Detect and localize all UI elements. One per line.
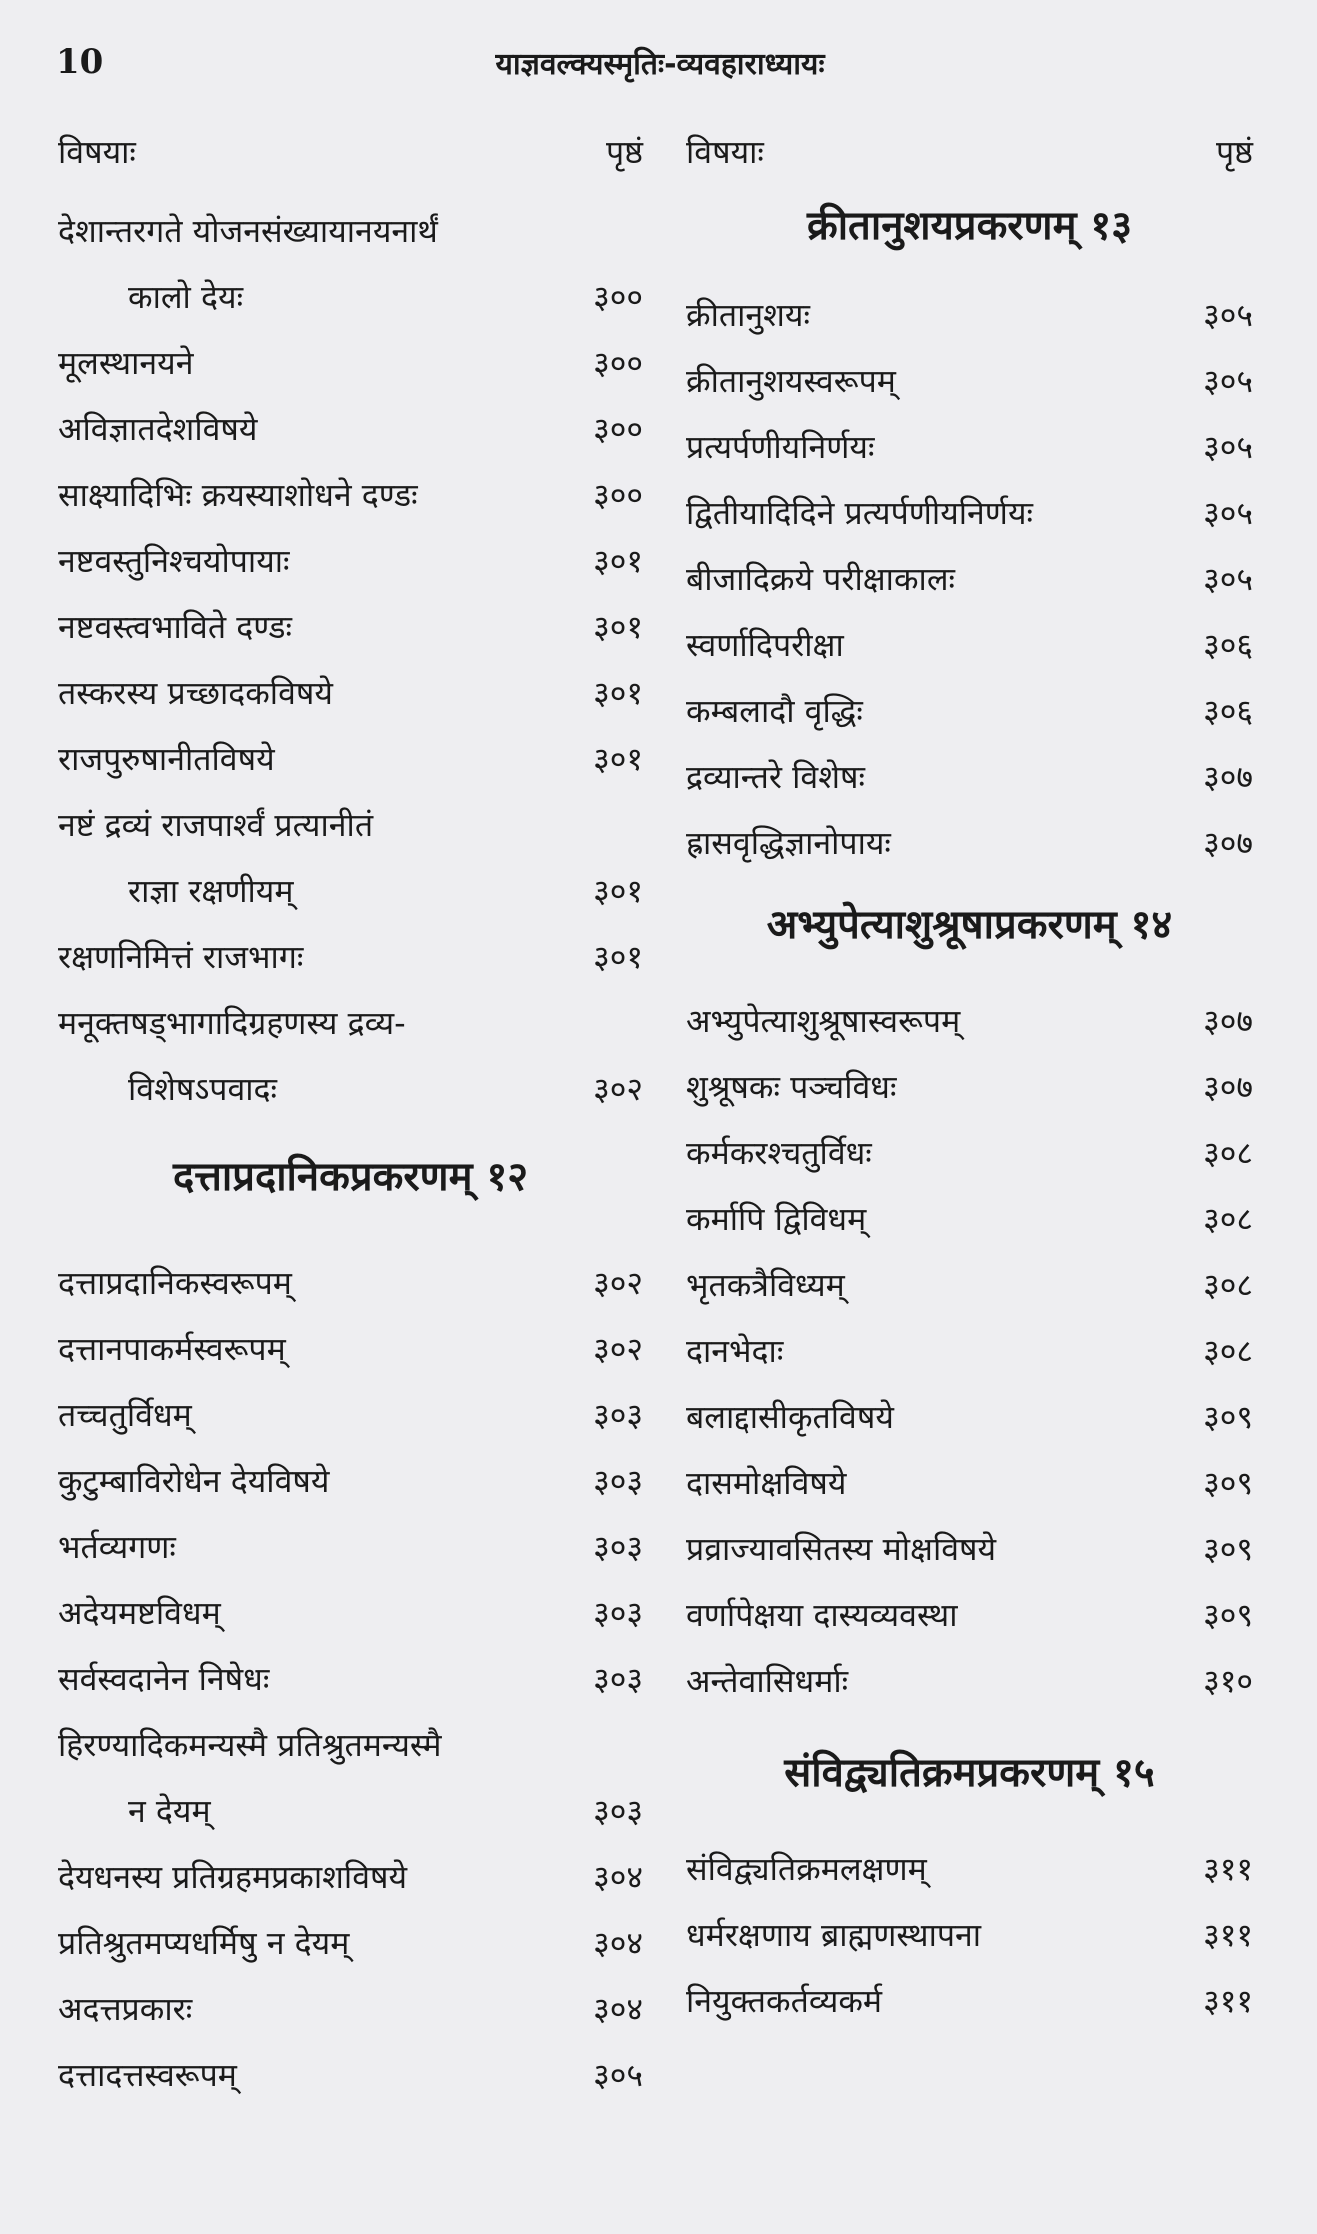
entry-title: अन्तेवासिधर्माः: [686, 1662, 849, 1700]
toc-entry: [58, 594, 643, 660]
entry-title: साक्ष्यादिभिः क्रयस्याशोधने दण्डः: [58, 476, 418, 514]
toc-entry: [58, 396, 643, 462]
entry-title: सर्वस्वदानेन निषेधः: [58, 1660, 270, 1698]
entry-title: क्रीतानुशयस्वरूपम्: [686, 362, 896, 400]
entry-page: ३०५: [1203, 296, 1253, 334]
toc-entry: [686, 1186, 1253, 1252]
toc-entry: [686, 1582, 1253, 1648]
entry-title: अदत्तप्रकारः: [58, 1990, 193, 2028]
entry-page: ३०७: [1203, 758, 1253, 796]
entry-page: ३०१: [593, 674, 643, 712]
entry-title: रक्षणनिमित्तं राजभागः: [58, 938, 304, 976]
entry-page: ३०३: [593, 1528, 643, 1566]
entry-title: दासमोक्षविषये: [686, 1464, 847, 1502]
section-title: अभ्युपेत्याशुश्रूषाप्रकरणम् १४: [766, 902, 1173, 948]
entry-page: ३०१: [593, 542, 643, 580]
entry-page: ३०९: [1203, 1398, 1253, 1436]
toc-entry: [58, 1580, 643, 1646]
toc-entry: [686, 988, 1253, 1054]
entry-page: ३०३: [593, 1462, 643, 1500]
entry-page: ३००: [593, 278, 643, 316]
entry-page: ३११: [1203, 1916, 1253, 1954]
toc-entry: [58, 1910, 643, 1976]
entry-page: ३०१: [593, 872, 643, 910]
running-title: याज्ञवल्क्यस्मृतिः-व्यवहाराध्यायः: [495, 47, 825, 82]
right-column: [686, 130, 1253, 2034]
toc-entry: [58, 528, 643, 594]
entry-page: ३०९: [1203, 1464, 1253, 1502]
toc-entry: [58, 1056, 643, 1122]
entry-page: ३०७: [1203, 1002, 1253, 1040]
entry-page: ३०७: [1203, 1068, 1253, 1106]
entry-page: ३००: [593, 410, 643, 448]
column-header: [686, 130, 1253, 190]
entry-title: प्रतिश्रुतमप्यधर्मिषु न देयम्: [58, 1924, 350, 1962]
entry-page: ३११: [1203, 1850, 1253, 1888]
entry-page: ३०३: [593, 1792, 643, 1830]
entry-page: ३०४: [593, 1990, 643, 2028]
entry-page: ३०६: [1203, 692, 1253, 730]
entry-page: ३०३: [593, 1660, 643, 1698]
toc-entry: [58, 858, 643, 924]
entry-title: द्रव्यान्तरे विशेषः: [686, 758, 865, 796]
toc-entry: [686, 348, 1253, 414]
entry-page: ३०९: [1203, 1530, 1253, 1568]
entry-title: कर्मकरश्चतुर्विधः: [686, 1134, 872, 1172]
entry-title: देशान्तरगते योजनसंख्यायानयनार्थं: [58, 212, 438, 250]
entry-title: भर्तव्यगणः: [58, 1528, 176, 1566]
toc-entry: [58, 1646, 643, 1712]
entry-page: ३०१: [593, 740, 643, 778]
toc-entry: [58, 1448, 643, 1514]
subject-heading: विषयाः: [58, 133, 136, 171]
toc-entry: [686, 612, 1253, 678]
page-heading: पृष्ठं: [605, 133, 643, 171]
entry-page: ३००: [593, 344, 643, 382]
entry-page: ३११: [1203, 1982, 1253, 2020]
toc-entry: [58, 2042, 643, 2108]
toc-entry: [686, 810, 1253, 876]
entry-title: दत्तानपाकर्मस्वरूपम्: [58, 1330, 286, 1368]
entry-title: भृतकत्रैविध्यम्: [686, 1266, 845, 1304]
entry-page: ३०५: [1203, 560, 1253, 598]
entry-title: संविद्व्यतिक्रमलक्षणम्: [686, 1850, 927, 1888]
entry-page: ३०४: [593, 1924, 643, 1962]
toc-entry: [58, 1844, 643, 1910]
toc-entry: [686, 1318, 1253, 1384]
toc-entry: [58, 726, 643, 792]
entry-title: दानभेदाः: [686, 1332, 784, 1370]
toc-entry: [686, 480, 1253, 546]
entry-page: ३०६: [1203, 626, 1253, 664]
entry-page: ३०७: [1203, 824, 1253, 862]
section-title: क्रीतानुशयप्रकरणम् १३: [806, 203, 1133, 249]
entry-page: ३१०: [1203, 1662, 1253, 1700]
entry-title: तस्करस्य प्रच्छादकविषये: [58, 674, 333, 712]
entry-title: प्रत्यर्पणीयनिर्णयः: [686, 428, 875, 466]
entry-title: नष्टवस्त्वभाविते दण्डः: [58, 608, 293, 646]
toc-entry: [686, 1384, 1253, 1450]
entry-page: ३०१: [593, 938, 643, 976]
entry-title: धर्मरक्षणाय ब्राह्मणस्थापना: [686, 1916, 982, 1954]
toc-entry: [58, 990, 643, 1056]
entry-page: ३०३: [593, 1396, 643, 1434]
entry-title: कालो देयः: [128, 278, 244, 316]
entry-title: कर्मापि द्विविधम्: [686, 1200, 867, 1238]
entry-title: न देयम्: [128, 1792, 211, 1830]
toc-entry: [58, 1382, 643, 1448]
entry-title: मूलस्थानयने: [58, 344, 194, 382]
toc-entry: [58, 198, 643, 264]
toc-entry: [686, 1516, 1253, 1582]
toc-entry: [58, 264, 643, 330]
entry-page: ३०८: [1203, 1134, 1253, 1172]
entry-page: ३०९: [1203, 1596, 1253, 1634]
entry-page: ३०२: [593, 1070, 643, 1108]
toc-entry: [686, 1968, 1253, 2034]
entry-page: ३०८: [1203, 1200, 1253, 1238]
entry-page: ३०३: [593, 1594, 643, 1632]
entry-title: विशेषऽपवादः: [128, 1070, 277, 1108]
entry-title: नष्टं द्रव्यं राजपार्श्वं प्रत्यानीतं: [58, 806, 374, 844]
toc-entry: [686, 1450, 1253, 1516]
toc-entry: [58, 462, 643, 528]
toc-entry: [686, 1648, 1253, 1714]
entry-title: अदेयमष्टविधम्: [58, 1594, 221, 1632]
entry-page: ३०२: [593, 1330, 643, 1368]
entry-page: ३०८: [1203, 1266, 1253, 1304]
entry-title: शुश्रूषकः पञ्चविधः: [686, 1068, 897, 1106]
toc-entry: [686, 414, 1253, 480]
column-header: [58, 130, 643, 190]
entry-title: देयधनस्य प्रतिग्रहमप्रकाशविषये: [58, 1858, 408, 1896]
toc-entry: [58, 924, 643, 990]
toc-entry: [686, 1836, 1253, 1902]
entry-page: ३००: [593, 476, 643, 514]
toc-entry: [58, 1316, 643, 1382]
page-heading: पृष्ठं: [1215, 133, 1253, 171]
entry-title: दत्ताप्रदानिकस्वरूपम्: [58, 1264, 292, 1302]
toc-entry: [686, 1902, 1253, 1968]
toc-entry: [686, 1054, 1253, 1120]
toc-entry: [58, 1976, 643, 2042]
entry-title: तच्चतुर्विधम्: [58, 1396, 192, 1434]
entry-page: ३०४: [593, 1858, 643, 1896]
entry-title: कुटुम्बाविरोधेन देयविषये: [58, 1462, 330, 1500]
entry-page: ३०८: [1203, 1332, 1253, 1370]
entry-title: ह्रासवृद्धिज्ञानोपायः: [686, 824, 891, 862]
entry-title: द्वितीयादिदिने प्रत्यर्पणीयनिर्णयः: [686, 494, 1033, 532]
toc-entry: [58, 792, 643, 858]
entry-page: ३०५: [1203, 494, 1253, 532]
entry-title: अभ्युपेत्याशुश्रूषास्वरूपम्: [686, 1002, 961, 1040]
entry-page: ३०५: [593, 2056, 643, 2094]
entry-title: प्रव्राज्यावसितस्य मोक्षविषये: [686, 1530, 997, 1568]
entry-page: ३०१: [593, 608, 643, 646]
toc-entry: [58, 1514, 643, 1580]
section-title: दत्ताप्रदानिकप्रकरणम् १२: [172, 1154, 529, 1200]
entry-title: नियुक्तकर्तव्यकर्म: [686, 1982, 883, 2020]
entry-title: वर्णापेक्षया दास्यव्यवस्था: [686, 1596, 958, 1634]
page-number: 10: [56, 42, 104, 82]
entry-page: ३०५: [1203, 428, 1253, 466]
entry-title: अविज्ञातदेशविषये: [58, 410, 258, 448]
entry-title: कम्बलादौ वृद्धिः: [686, 692, 863, 730]
toc-entry: [58, 660, 643, 726]
entry-title: दत्तादत्तस्वरूपम्: [58, 2056, 237, 2094]
toc-entry: [58, 1778, 643, 1844]
entry-title: राज्ञा रक्षणीयम्: [128, 872, 294, 910]
toc-entry: [686, 1120, 1253, 1186]
toc-entry: [686, 1252, 1253, 1318]
toc-entry: [686, 678, 1253, 744]
entry-title: स्वर्णादिपरीक्षा: [686, 626, 844, 664]
toc-entry: [58, 1250, 643, 1316]
toc-entry: [686, 546, 1253, 612]
entry-page: ३०२: [593, 1264, 643, 1302]
entry-title: मनूक्तषड्भागादिग्रहणस्य द्रव्य-: [58, 1004, 406, 1042]
entry-title: क्रीतानुशयः: [686, 296, 810, 334]
subject-heading: विषयाः: [686, 133, 764, 171]
entry-title: राजपुरुषानीतविषये: [58, 740, 275, 778]
entry-title: बलाद्दासीकृतविषये: [686, 1398, 894, 1436]
entry-title: नष्टवस्तुनिश्चयोपायाः: [58, 542, 290, 580]
toc-entry: [58, 330, 643, 396]
toc-entry: [58, 1712, 643, 1778]
left-column: [58, 130, 643, 2108]
entry-title: हिरण्यादिकमन्यस्मै प्रतिश्रुतमन्यस्मै: [58, 1726, 442, 1764]
toc-entry: [686, 282, 1253, 348]
toc-entry: [686, 744, 1253, 810]
section-title: संविद्व्यतिक्रमप्रकरणम् १५: [784, 1750, 1155, 1796]
entry-title: बीजादिक्रये परीक्षाकालः: [686, 560, 955, 598]
entry-page: ३०५: [1203, 362, 1253, 400]
